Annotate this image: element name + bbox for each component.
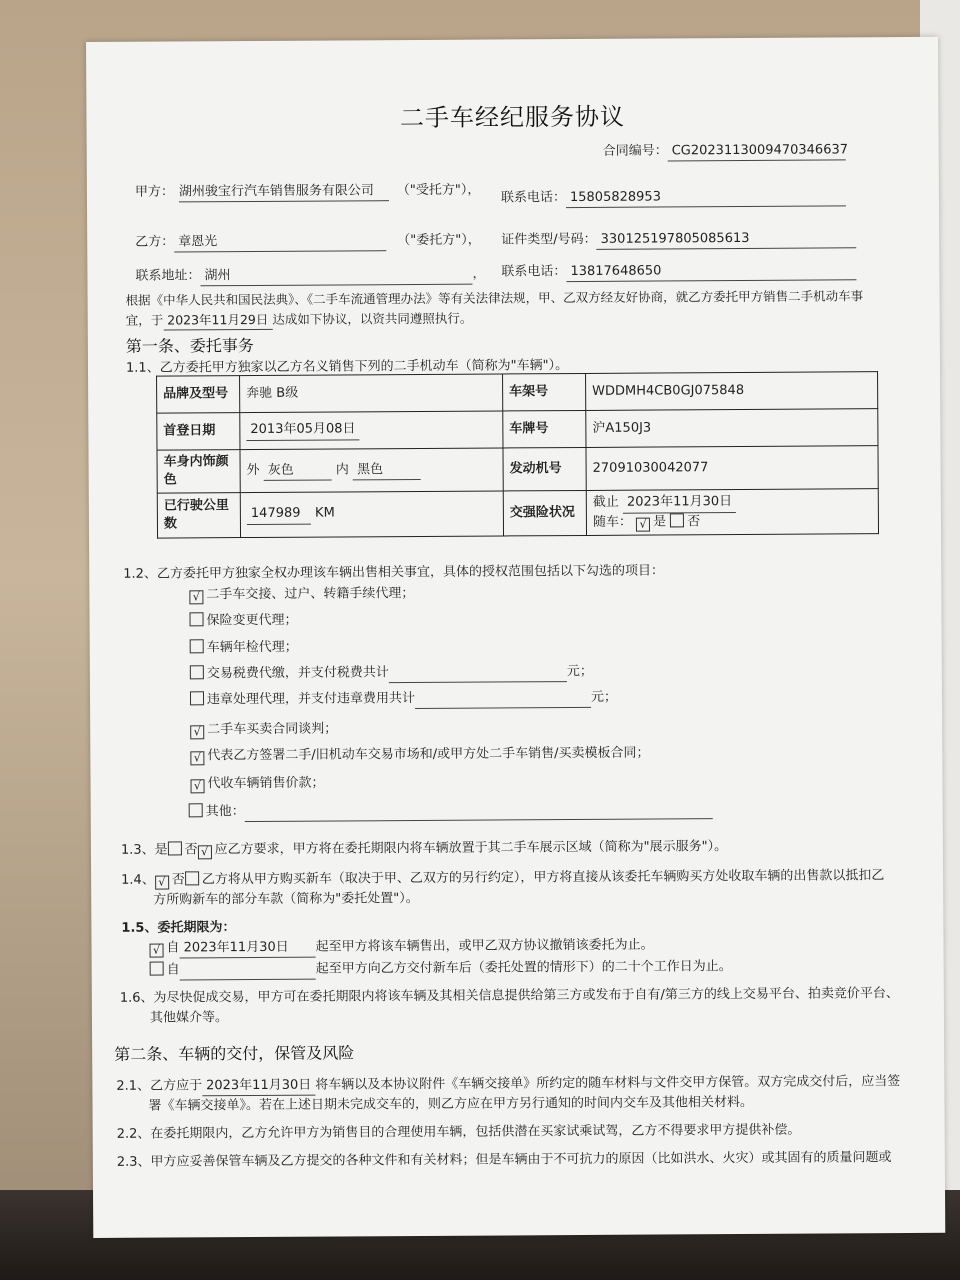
document-title: 二手车经纪服务协议 [399, 102, 626, 133]
engine-label: 发动机号 [503, 447, 586, 491]
mileage-value: 147989 KM [240, 491, 503, 537]
option-item: 违章处理代理，并支付违章费用共计 元； [190, 689, 617, 711]
clause-2-2: 2.2、在委托期限内，乙方允许甲方为销售目的合理使用车辆，包括供潜在买家试乘试驾，乙方不得要求甲方提供补偿。 [116, 1122, 801, 1142]
color-label: 车身内饰颜色 [157, 450, 240, 494]
option-item: 交易税费代缴，并支付税费共计 元； [190, 663, 593, 685]
showcase-yes-checkbox[interactable] [168, 841, 182, 855]
table-row [157, 409, 878, 450]
showcase-no-checkbox[interactable]: √ [198, 845, 212, 859]
disposal-yes-checkbox[interactable]: √ [155, 876, 169, 890]
option-item: 保险变更代理； [189, 612, 297, 631]
party-b-id: 证件类型/号码： 330125197805085613 [501, 229, 857, 250]
brand-value: 奔驰 B级 [240, 374, 503, 413]
option-checkbox[interactable] [189, 803, 203, 817]
term-option-2-checkbox[interactable] [150, 962, 164, 976]
intro-line-1: 根据《中华人民共和国民法典》、《二手车流通管理办法》等有关法律法规，甲、乙双方经友好协商，就乙方委托甲方销售二手机动车事 [125, 288, 864, 308]
party-b-label: 乙方： 章恩光 [135, 232, 386, 253]
plate-label: 车牌号 [503, 410, 586, 448]
table-row [157, 446, 878, 494]
clause-1-6: 1.6、为尽快促成交易，甲方可在委托期限内将该车辆及其相关信息提供给第三方或发布于自有/第三方的线上交易平台、拍卖竞价平台、 [119, 986, 899, 1006]
option-item: √ 代收车辆销售价款； [190, 775, 324, 794]
insurance-yes-checkbox[interactable]: √ [636, 517, 650, 531]
clause-1-5-title: 1.5、委托期限为： [121, 920, 236, 936]
clause-1-4-line-2: 方所购新车的部分车款（简称为"委托处置"）。 [153, 890, 419, 908]
clause-2-3: 2.3、甲方应妥善保管车辆及乙方提交的各种文件和有关材料；但是车辆由于不可抗力的原因（比如洪水、火灾）或其固有的质量问题或 [116, 1150, 892, 1170]
intro-line-2: 宜，于 2023年11月29日 达成如下协议，以资共同遵照执行。 [126, 310, 473, 331]
plate-value: 沪A150J3 [586, 409, 878, 448]
term-option-1-checkbox[interactable]: √ [150, 944, 164, 958]
vin-value: WDDMH4CB0GJ075848 [586, 372, 878, 411]
option-item: √ 二手车买卖合同谈判； [190, 720, 337, 739]
color-value: 外 灰色 内 黑色 [240, 448, 503, 493]
option-checkbox[interactable]: √ [189, 590, 203, 604]
reg-date-label: 首登日期 [157, 413, 240, 451]
disposal-no-checkbox[interactable] [185, 871, 199, 885]
insurance-no-checkbox[interactable] [670, 513, 684, 527]
table-row [157, 372, 878, 413]
clause-1-4: 1.4、 √ 否 乙方将从甲方购买新车（取决于甲、乙双方的另行约定），甲方将直接从该委托车辆购买方处收取车辆的出售款以抵扣乙 [121, 868, 885, 889]
brand-label: 品牌及型号 [157, 376, 240, 414]
option-item: √ 代表乙方签署二手/旧机动车交易市场和/或甲方处二手车销售/买卖模板合同； [190, 745, 649, 766]
clause-1-1: 1.1、乙方委托甲方独家以乙方名义销售下列的二手机动车（简称为"车辆"）。 [125, 358, 569, 376]
engine-value: 27091030042077 [586, 446, 878, 491]
insurance-value: 截止 2023年11月30日 随车： √ 是 否 [586, 489, 878, 535]
option-item: 其他： [189, 800, 713, 822]
article-2-title: 第二条、车辆的交付，保管及风险 [114, 1043, 355, 1064]
option-checkbox[interactable] [190, 639, 204, 653]
contract-page [86, 37, 945, 1238]
option-checkbox[interactable] [190, 665, 204, 679]
party-b-address: 联系地址： 湖州 ， [135, 266, 485, 287]
vehicle-table [156, 371, 879, 538]
option-checkbox[interactable] [190, 691, 204, 705]
option-checkbox[interactable]: √ [190, 751, 204, 765]
clause-2-1-line-2: 署《车辆交接单》。若在上述日期未完成交车的，则乙方应在甲方另行通知的时间内交车及其他相关材料。 [148, 1094, 754, 1114]
party-a-phone: 联系电话： 15805828953 [501, 187, 846, 208]
reg-date-value: 2013年05月08日 [240, 411, 503, 450]
party-a-label: 甲方： [134, 184, 174, 200]
option-item: 车辆年检代理； [190, 639, 298, 658]
party-b-role: （"委托方"）， [397, 232, 481, 249]
option-item: √ 二手车交接、过户、转籍手续代理； [189, 585, 414, 605]
clause-1-6-line-2: 其他媒介等。 [149, 1010, 229, 1026]
table-row [157, 489, 878, 538]
mileage-label: 已行驶公里数 [157, 493, 240, 538]
option-checkbox[interactable]: √ [191, 779, 205, 793]
option-checkbox[interactable] [189, 612, 203, 626]
option-checkbox[interactable]: √ [190, 725, 204, 739]
article-1-title: 第一条、委托事务 [125, 335, 254, 356]
clause-2-1: 2.1、乙方应于 2023年11月30日 将车辆以及本协议附件《车辆交接单》所约定的随车材料与文件交甲方保管。双方完成交付后，应当签 [116, 1073, 900, 1097]
contract-number: 合同编号： CG2023113009470346637 [603, 141, 846, 162]
insurance-label: 交强险状况 [503, 491, 586, 536]
party-a-name: 湖州骏宝行汽车销售服务有限公司 [179, 182, 389, 202]
clause-1-3: 1.3、是 否 √ 应乙方要求，甲方将在委托期限内将车辆放置于其二手车展示区域（简称为"展示服务"）。 [120, 839, 728, 859]
term-option-2: 自 起至甲方向乙方交付新车后（委托处置的情形下）的二十个工作日为止。 [150, 958, 732, 981]
party-a-role: （"受托方"）， [396, 182, 481, 199]
party-b-phone: 联系电话： 13817648650 [501, 261, 856, 282]
clause-1-2: 1.2、乙方委托甲方独家全权办理该车辆出售相关事宜，具体的授权范围包括以下勾选的项目： [123, 563, 664, 582]
term-option-1: √ 自 2023年11月30日 起至甲方将该车辆售出，或甲乙双方协议撤销该委托为止。 [149, 937, 653, 959]
vin-label: 车架号 [503, 373, 586, 411]
